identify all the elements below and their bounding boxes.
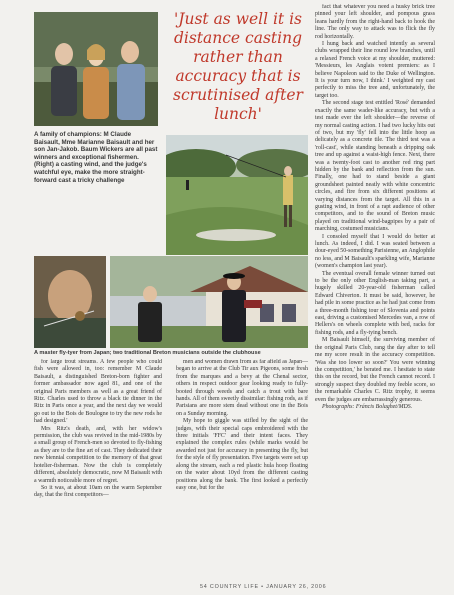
photo-casting-lawn (166, 135, 308, 255)
page-footer: 54 COUNTRY LIFE • JANUARY 26, 2006 (200, 584, 327, 590)
article-column-bottom-middle (176, 359, 308, 579)
photo-credit: Photographs: Fráncis Bolaghet/MDS. (322, 403, 413, 410)
paragraph: men and women drawn from as far afield as Japan—began to arrive at the Club Tir aux Pigeons, some fresh from the marques and a bevy at the Chenal sector, others in respect outdoor gear looking ready to fully-booted through weeds and catch a trout with bare hands. All of them sweetly dissimilar: fishing rods, as if Parisians are more stem dead without one in the Bois on a Sunday morning. (176, 359, 308, 417)
photo-breton-musicians (110, 256, 308, 348)
paragraph: The second stage test entitled 'Rosé' demanded exactly the same wader-like accuracy, but with a test made ever the left shoulder—the reverse of my normal casting action. I had two lucky hits out of two, but my 'fly' fell into the little hoop as delicately as a concrete tile. The third test was a 'roll-cast', while standing beneath a dripping oak tree and up against a waist-high fence. Next, there was a twenty-foot cast to another red ring part hidden by the bank and reflection from the sun. Finally, one had to stand beside a giant groundsheet painted neatly with white concentric circles, and fire from six different positions at varying distances from the target. All this in a gusting wind, in front of a rapt audience of other competitors, and to the sound of Breton music played on traditional wind-bagpipes by a pair of marching, costumed musicians. (315, 100, 435, 233)
paragraph: Mrs Ritz's death, and, with her widow's permission, the club was revived in the mid-1980s by a small group of French-men so devoted to fly-fishing as they are to the fine art of cast. They dedicated their new biennial competition to the memory of that great hotelier-fisherman. Now the club is completely different, absolutely democratic, now M Baisault with a warmth noticeable more of regret. (34, 425, 162, 484)
photo-fly-tyer (34, 256, 106, 348)
paragraph: M Baisault himself, the surviving member of the original Paris Club, rang the day after to tell me my score result in the accuracy competition. 'Was she too lower so soon?' You were winning the competition,' he berated me. I hesitate to state this on the record, but the French cannot record. I strongly suspect they doubled my feeble score, so the remarkable Charles C. Ritz trophy, it seems even the judges are embarrassingly generous. (315, 337, 435, 403)
paragraph: So it was, at about 10am on the warm September day, that the first competitors— (34, 484, 162, 499)
article-column-right (315, 4, 435, 582)
paragraph: I consoled myself that I would do better at lunch. As indeed, I did. I was seated between a dour-eyed 50-something Parisienne, an Anglophile no less, and M Baisault's sparkling wife, Marianne (women's champion last year). (315, 233, 435, 270)
paragraph: fact that whatever you need a husky brick tree pinned your left shoulder, and pompous grass leans hardly from the right-hand back to hook the line. The only way to attack was to flick the fly rod horizontally. (315, 4, 435, 40)
paragraph: The eventual overall female winner turned out to be the only other English-man taking part, a hugely skilled 20-year-old fisherman called Edward Chiverton. It must be said, however, he had pile in some practice as he had just come from a three-month fishing tour of Slovenia and points east, driving a customised Mercedes van, a row of Hellers's on wheels complete with bed, racks for fishing rods, and a fly-tying bench. (315, 270, 435, 336)
photo-family-champions (34, 12, 158, 126)
caption-family: A family of champions: M Claude Baisault, Mme Marianne Baisault and her son Jan-Jakob. Baum Wickers are all past winners and exceptional fishermen. (Right) a casting wind, and the judge's watchful eye, make the more straight-forward cast a tricky challenge (34, 131, 158, 184)
pull-quote: 'Just as well it is distance casting rather than accuracy that is scrutinised after lunch' (173, 10, 303, 123)
paragraph: for large trout streams. A few people who could fish were allowed in, too: remember M Claude Baisault, a distinguished Breton-born fighter and former ambassador now aged 81, and one of the original Paris members as well as a great friend of Ritz. Charles used to throw a black tie dinner in the Ritz in Paris once a year, and the next day we would go out to the Bois de Boulogne to try the new rods he had designed.' (34, 359, 162, 425)
caption-musicians: A master fly-tyer from Japan; two traditional Breton musicians outside the clubhouse (34, 350, 261, 356)
article-column-bottom-left (34, 359, 162, 579)
paragraph: My hope to giggle was stifled by the sight of the judges, with their special caps embroidered with the three initials 'FFC' and their intent faces. They explained the complex rules (while marks would be awarded not just for accuracy in presenting the fly, but for the style of fly presentation. Five targets were set up along the stream, each a red plastic hula hoop floating on the water about 10yd from the different casting positions along the bank. The first looked a perfectly easy one, but for the (176, 418, 308, 491)
paragraph: I hung back and watched intently as several clubs wrapped their line round low branches, until a relaxed French voice at my shoulder, muttered: 'Messieurs, les Anglais votent premiers: as I believe Napoleon said to the Duke of Wellington. It is your turn now, I think.' I weighted my cast perfectly to miss the tree and, unfortunately, the target too. (315, 41, 435, 99)
